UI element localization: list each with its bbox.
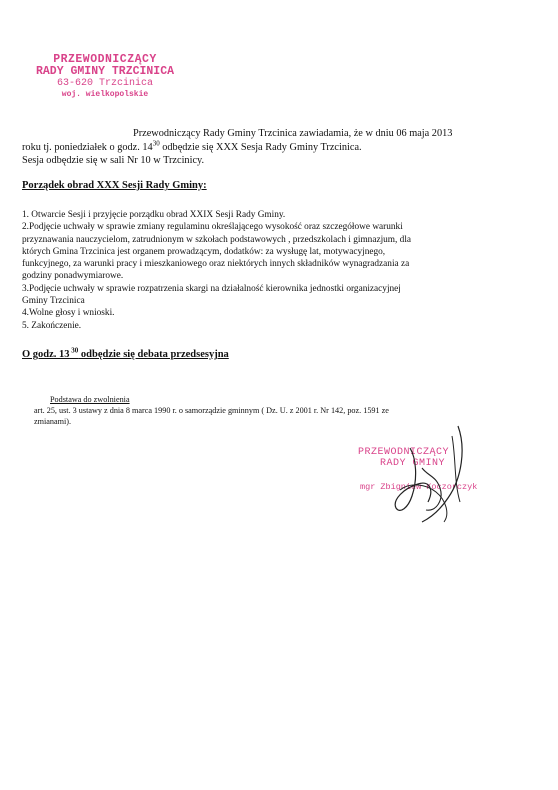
legal-basis-label: Podstawa do zwolnienia [50,395,130,404]
agenda-list [22,209,527,332]
announcement-text [22,127,522,168]
agenda-item-2-line-1: 2.Podjęcie uchwały w sprawie zmiany regulaminu określającego wysokość oraz szczegółowe warunki [22,222,403,233]
legal-basis-text-2: zmianami). [34,417,72,426]
stamp-line-province: woj. wielkopolskie [61,89,149,99]
debate-notice-end: odbędzie się debata przedsesyjna [78,349,229,360]
stamp-line-council: RADY GMINY TRZCINICA [35,65,175,79]
handwritten-signature [370,418,480,528]
announcement-line-1: Przewodniczący Rady Gminy Trzcinica zawiadamia, że w dniu 06 maja 2013 [133,128,453,139]
agenda-item-3-line-1: 3.Podjęcie uchwały w sprawie rozpatrzenia skargi na działalność kierownika jednostki organizacyjnej [22,283,401,294]
agenda-item-2-line-5: godziny ponadwymiarowe. [22,271,124,282]
stamp-line-postal: 63-620 Trzcinica [56,78,153,90]
signature-stamp-name: mgr Zbigniew Koczorczyk [360,482,478,492]
agenda-item-3-line-2: Gminy Trzcinica [22,296,85,307]
header-stamp [30,54,180,99]
debate-notice-start: O godz. 13 [22,349,70,360]
legal-basis-text-1: art. 25, ust. 3 ustawy z dnia 8 marca 1990 r. o samorządzie gminnym ( Dz. U. z 2001 r. Nr 142, poz. 1591 ze [34,406,389,415]
debate-notice [22,346,229,360]
agenda-item-4: 4.Wolne głosy i wnioski. [22,308,115,319]
agenda-heading: Porządek obrad XXX Sesji Rady Gminy: [22,180,207,191]
agenda-item-2-line-4: funkcyjnego, za warunki pracy i mieszkaniowego oraz niektórych innych składników wynagradzania za [22,259,410,270]
announcement-line-3: Sesja odbędzie się w sali Nr 10 w Trzcinicy. [22,155,205,166]
announcement-line-2 [22,141,522,155]
agenda-item-5: 5. Zakończenie. [22,320,82,331]
announcement-line-2-end: odbędzie się XXX Sesja Rady Gminy Trzcinica. [159,141,362,153]
signature-stamp-council: RADY GMINY [380,457,446,469]
stamp-line-title: PRZEWODNICZĄCY [53,53,157,66]
debate-time-sup: 30 [69,346,79,355]
time-minutes-sup: 30 [152,139,160,148]
agenda-item-2-line-3: których Gmina Trzcinica jest organem prowadzącym, dodatków: za wysługę lat, motywacyjnego, [22,246,386,257]
agenda-item-1: 1. Otwarcie Sesji i przyjęcie porządku obrad XXIX Sesji Rady Gminy. [22,210,286,220]
agenda-item-2-line-2: przyznawania nauczycielom, zatrudnionym w szkołach podstawowych , przedszkolach i gimnazjum, dla [22,234,412,245]
announcement-line-2-start: roku tj. poniedziałek o godz. 14 [22,141,153,153]
signature-stamp-title: PRZEWODNICZĄCY [358,447,450,458]
